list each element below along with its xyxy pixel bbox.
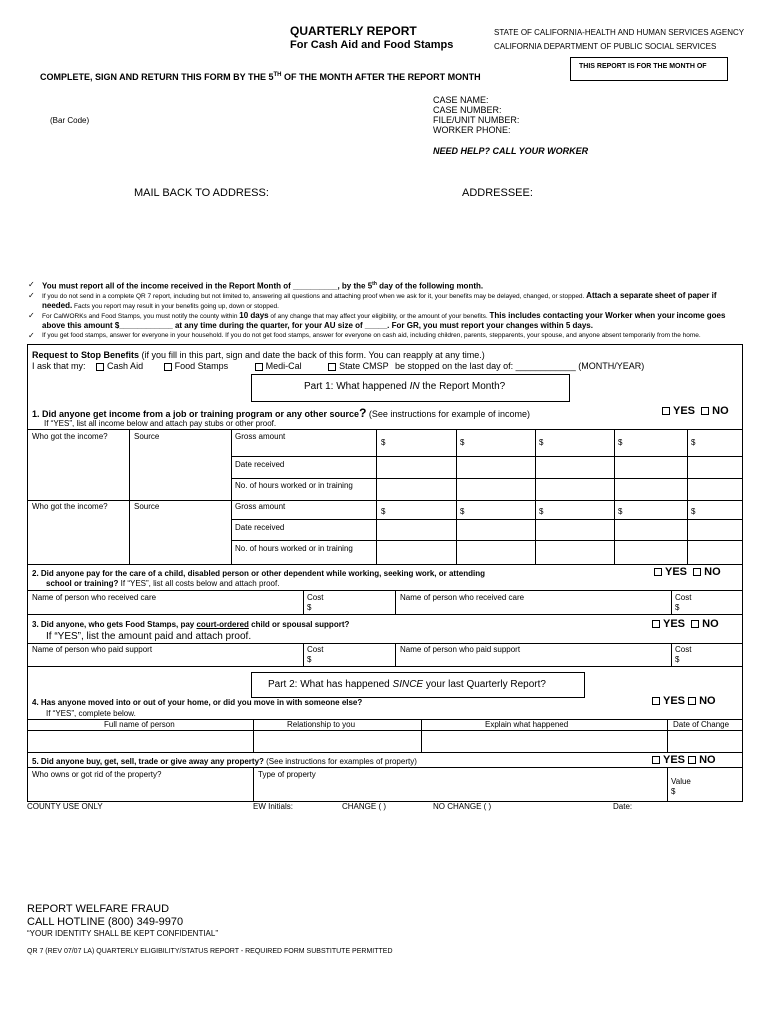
bar-code: (Bar Code) bbox=[50, 116, 90, 125]
q4-col-date: Date of Change bbox=[673, 720, 730, 729]
note-1: You must report all of the income received in the Report Month of __________, by the 5 bbox=[42, 281, 373, 291]
form-footer: QR 7 (REV 07/07 LA) QUARTERLY ELIGIBILITY/STATUS REPORT - REQUIRED FORM SUBSTITUTE PERMITTED bbox=[27, 948, 393, 955]
q2-yes-checkbox[interactable] bbox=[654, 568, 662, 576]
addressee-label: ADDRESSEE: bbox=[462, 187, 533, 199]
dollar-cell[interactable]: $ bbox=[539, 438, 544, 447]
part2-box bbox=[251, 672, 585, 698]
dollar-cell[interactable]: $ bbox=[460, 507, 465, 516]
q5-yes-no[interactable]: YES NO bbox=[652, 754, 716, 766]
stop-benefits-options: I ask that my: Cash Aid Food Stamps Medi-Cal State CMSP be stopped on the last day of: ____________ (MONTH/YEAR) bbox=[32, 361, 645, 371]
q2-cost-1[interactable]: Cost $ bbox=[307, 593, 324, 612]
note-3: For CalWORKs and Food Stamps, you must notify the county within bbox=[42, 312, 240, 320]
stop-benefits-line: Request to Stop Benefits (if you fill in this part, sign and date the back of this form. You can reapply at any time.) bbox=[32, 350, 485, 360]
source-1: Source bbox=[134, 432, 160, 441]
q5-value[interactable]: Value $ bbox=[671, 777, 691, 796]
q4-col-name: Full name of person bbox=[104, 720, 175, 729]
agency-line-1: STATE OF CALIFORNIA-HEALTH AND HUMAN SERVICES AGENCY bbox=[494, 28, 745, 37]
q4-yes-checkbox[interactable] bbox=[652, 697, 660, 705]
date-received-2: Date received bbox=[235, 523, 285, 532]
gross-amount-1: Gross amount bbox=[235, 432, 286, 441]
q4-col-explain: Explain what happened bbox=[485, 720, 569, 729]
dollar-cell[interactable]: $ bbox=[618, 507, 623, 516]
q5-text: 5. Did anyone buy, get, sell, trade or give away any property? (See instructions for examples of property) bbox=[32, 757, 417, 766]
note-4: If you get food stamps, answer for everyone in your household. If you do not get food stamps, answer for everyone on cash aid, including children, parents, stepparents, your spouse, and anyone absent bbox=[42, 331, 622, 339]
q2-no-checkbox[interactable] bbox=[693, 568, 701, 576]
q2-sub: school or training? If “YES”, list all costs below and attach proof. bbox=[46, 579, 280, 588]
source-2: Source bbox=[134, 502, 160, 511]
agency-line-2: CALIFORNIA DEPARTMENT OF PUBLIC SOCIAL SERVICES bbox=[494, 42, 717, 51]
q2-text: 2. Did anyone pay for the care of a child, disabled person or other dependent while working, seeking work, or attending bbox=[32, 569, 485, 578]
who-got-income-2: Who got the income? bbox=[32, 502, 108, 511]
q2-cost-2[interactable]: Cost $ bbox=[675, 593, 692, 612]
county-use-only: COUNTY USE ONLY bbox=[27, 802, 103, 811]
q2-yes-no[interactable]: YES NO bbox=[654, 566, 721, 578]
dollar-cell[interactable]: $ bbox=[618, 438, 623, 447]
q2-name-1: Name of person who received care bbox=[32, 593, 157, 602]
notes: ✓ You must report all of the income received in the Report Month of __________, by the 5th day of the following month. ✓ If you do not send in a complete QR 7 report, including but not limited to, answering all questions and attaching proof when we ask for it, your benefits may be delayed, changed, or stopped. Attach a separate sheet of paper if needed. Facts you report may result in your benefits going up, down or stopped. ✓ For CalWORKs and Food Stamps, you must notify the county within 10 days of any change that may affect your eligibility, or the amount of your benefits. This includes contacting your Worker when your income goes above this amount $____________ at any time during the quarter, for your AU size of _____. For GR, you must report your changes within 5 days. ✓ If you get food stamps, answer for everyone in your household. If you do not get food stamps, answer for everyone on cash aid, including children, parents, stepparents, your spouse, and anyone absent temporarily from the home. bbox=[28, 280, 726, 340]
dollar-cell[interactable]: $ bbox=[381, 438, 386, 447]
dollar-cell[interactable]: $ bbox=[539, 507, 544, 516]
q5-type: Type of property bbox=[258, 770, 316, 779]
q3-no-checkbox[interactable] bbox=[691, 620, 699, 628]
q3-yes-checkbox[interactable] bbox=[652, 620, 660, 628]
q4-no-checkbox[interactable] bbox=[688, 697, 696, 705]
who-got-income-1: Who got the income? bbox=[32, 432, 108, 441]
case-number-label: CASE NUMBER: bbox=[433, 105, 502, 115]
q3-sub: If “YES”, list the amount paid and attach proof. bbox=[46, 631, 252, 642]
q4-yes-no[interactable]: YES NO bbox=[652, 695, 716, 707]
q1-no-checkbox[interactable] bbox=[701, 407, 709, 415]
q1-yes-checkbox[interactable] bbox=[662, 407, 670, 415]
dollar-cell[interactable]: $ bbox=[691, 438, 696, 447]
cash-aid-checkbox[interactable]: Cash Aid bbox=[96, 361, 143, 371]
dollar-cell[interactable]: $ bbox=[691, 507, 696, 516]
q3-yes-no[interactable]: YES NO bbox=[652, 618, 719, 630]
medi-cal-checkbox[interactable]: Medi-Cal bbox=[255, 361, 302, 371]
fraud-hotline: CALL HOTLINE (800) 349-9970 bbox=[27, 916, 184, 928]
q3-cost-2[interactable]: Cost $ bbox=[675, 645, 692, 664]
date-label: Date: bbox=[613, 802, 633, 811]
q3-name-2: Name of person who paid support bbox=[400, 645, 521, 654]
gross-amount-2: Gross amount bbox=[235, 502, 286, 511]
q3-cost-1[interactable]: Cost $ bbox=[307, 645, 324, 664]
date-received-1: Date received bbox=[235, 460, 285, 469]
report-month-label: THIS REPORT IS FOR THE MONTH OF bbox=[579, 63, 707, 70]
part2-heading: Part 2: What has happened SINCE your last Quarterly Report? bbox=[268, 679, 546, 690]
report-month-box[interactable] bbox=[570, 57, 728, 81]
hours-worked-2: No. of hours worked or in training bbox=[235, 544, 353, 553]
check-icon: ✓ bbox=[28, 290, 35, 300]
no-change-box[interactable]: NO CHANGE ( ) bbox=[433, 802, 492, 811]
q4-text: 4. Has anyone moved into or out of your home, or did you move in with someone else? bbox=[32, 698, 363, 707]
need-help: NEED HELP? CALL YOUR WORKER bbox=[433, 146, 589, 156]
change-box[interactable]: CHANGE ( ) bbox=[342, 802, 386, 811]
q3-name-1: Name of person who paid support bbox=[32, 645, 153, 654]
mail-back-label: MAIL BACK TO ADDRESS: bbox=[134, 187, 269, 199]
fraud-title: REPORT WELFARE FRAUD bbox=[27, 903, 170, 915]
q4-col-relationship: Relationship to you bbox=[287, 720, 356, 729]
dollar-cell[interactable]: $ bbox=[381, 507, 386, 516]
hours-worked-1: No. of hours worked or in training bbox=[235, 481, 353, 490]
fraud-confidential: “YOUR IDENTITY SHALL BE KEPT CONFIDENTIAL” bbox=[27, 929, 218, 938]
form-subtitle: For Cash Aid and Food Stamps bbox=[290, 39, 454, 51]
return-instruction: COMPLETE, SIGN AND RETURN THIS FORM BY THE 5TH OF THE MONTH AFTER THE REPORT MONTH bbox=[40, 72, 481, 82]
check-icon: ✓ bbox=[28, 330, 35, 340]
q5-who: Who owns or got rid of the property? bbox=[32, 770, 162, 779]
note-2: If you do not send in a complete QR 7 report, including but not limited to, answering all questions and attaching proof when we ask for it, your benefits may be delayed, changed, or stopped. bbox=[42, 292, 585, 300]
q1-text: 1. Did anyone get income from a job or training program or any other source? (See instructions for example of income) bbox=[32, 406, 530, 420]
check-icon: ✓ bbox=[28, 310, 35, 320]
q5-yes-checkbox[interactable] bbox=[652, 756, 660, 764]
part1-box bbox=[251, 374, 570, 402]
dollar-cell[interactable]: $ bbox=[460, 438, 465, 447]
state-cmsp-checkbox[interactable]: State CMSP bbox=[328, 361, 388, 371]
q1-sub: If “YES”, list all income below and attach pay stubs or other proof. bbox=[44, 419, 277, 428]
form-title: QUARTERLY REPORT bbox=[290, 24, 417, 38]
case-name-label: CASE NAME: bbox=[433, 95, 489, 105]
file-unit-label: FILE/UNIT NUMBER: bbox=[433, 115, 520, 125]
check-icon: ✓ bbox=[28, 280, 35, 289]
food-stamps-checkbox[interactable]: Food Stamps bbox=[164, 361, 229, 371]
q4-sub: If “YES”, complete below. bbox=[46, 709, 136, 718]
q5-no-checkbox[interactable] bbox=[688, 756, 696, 764]
ew-initials: EW Initials: bbox=[253, 802, 294, 811]
q2-name-2: Name of person who received care bbox=[400, 593, 525, 602]
q1-yes-no[interactable]: YES NO bbox=[662, 405, 729, 417]
q3-text: 3. Did anyone, who gets Food Stamps, pay court-ordered child or spousal support? bbox=[32, 620, 350, 629]
part1-heading: Part 1: What happened IN the Report Month? bbox=[304, 381, 506, 392]
worker-phone-label: WORKER PHONE: bbox=[433, 125, 511, 135]
